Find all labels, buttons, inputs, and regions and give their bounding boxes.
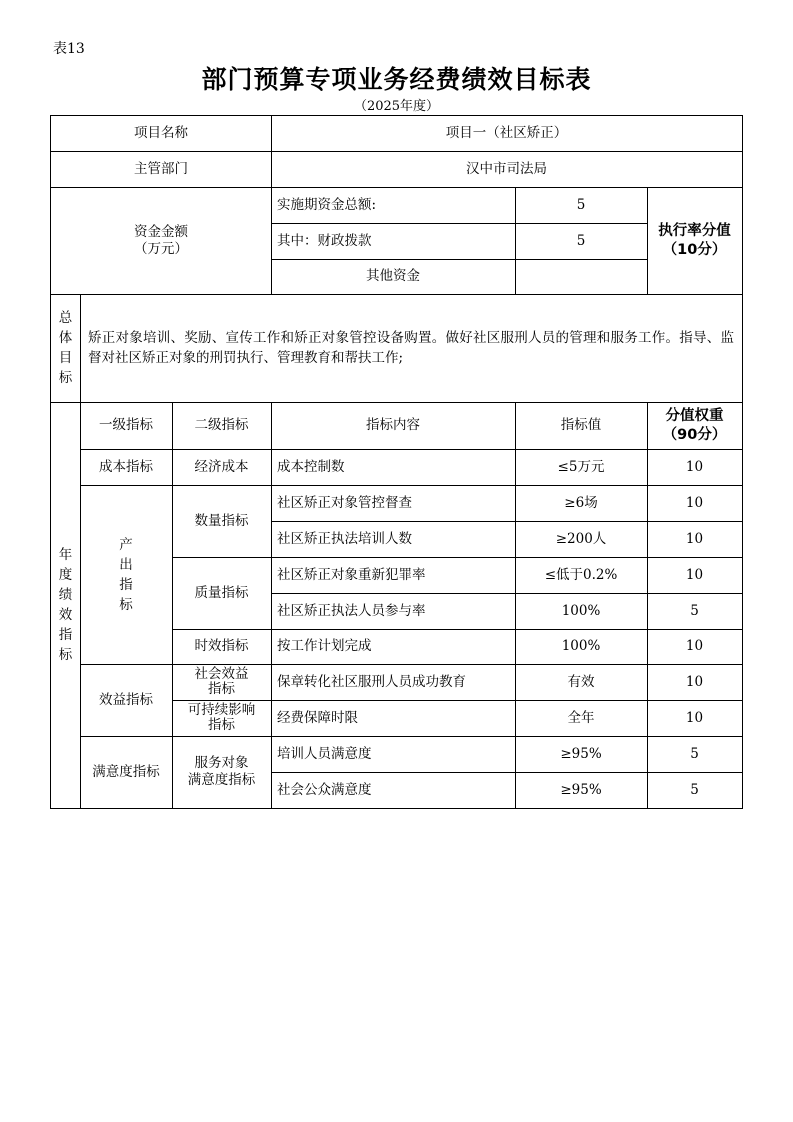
annual-indicators-label-char: 度 [58,567,73,583]
indicator-weight: 10 [685,709,704,726]
year-subtitle: （2025年度） [353,99,440,114]
grid-line [50,294,743,295]
header-level2: 二级指标 [194,417,249,433]
indicator-weight: 5 [690,781,699,798]
annual-indicators-label-char: 效 [58,607,73,623]
annual-indicators-label [51,402,80,808]
grid-line [742,115,743,809]
indicator-value: 全年 [567,709,595,726]
project-name-value: 项目一（社区矫正） [445,124,568,141]
group-output-char: 指 [119,576,133,593]
sub-sustainability-line1: 可持续影响 [187,702,256,718]
overall-goal-label-char: 目 [58,350,73,366]
sub-timeliness: 时效指标 [194,638,249,654]
sub-quality: 质量指标 [194,584,249,601]
header-content: 指标内容 [366,417,420,433]
annual-indicators-label-char: 标 [58,647,73,663]
indicator-weight: 5 [690,602,699,619]
indicator-content: 社区矫正对象管控督查 [277,494,412,511]
other-funds-value [515,259,647,294]
sub-social-benefit-line2: 指标 [208,681,235,697]
annual-indicators-label-char: 绩 [58,587,73,603]
indicator-content: 成本控制数 [277,458,345,475]
indicator-content: 保章转化社区服刑人员成功教育 [277,673,466,690]
indicator-weight: 10 [685,458,704,475]
indicator-value: 100% [561,638,601,654]
other-funds-label: 其他资金 [366,268,420,284]
sub-service-satisfaction [172,736,271,808]
indicator-value: ≤5万元 [557,458,605,475]
group-output-char: 产 [119,536,133,553]
indicator-weight: 10 [685,673,704,690]
funds-label [51,187,271,294]
indicator-weight: 5 [690,745,699,762]
exec-rate-line1: 执行率分值 [658,222,731,239]
header-weight-line1: 分值权重 [665,407,724,424]
fiscal-funds-value: 5 [576,232,586,249]
indicator-value: ≥95% [560,745,602,762]
project-name-label: 项目名称 [134,124,188,141]
indicator-value: ≥200人 [555,530,607,547]
dept-value: 汉中市司法局 [466,160,547,177]
overall-goal-label [51,294,80,402]
total-funds-value: 5 [576,196,586,213]
fiscal-funds-label: 其中：财政拨款 [277,232,372,249]
sub-service-line2: 满意度指标 [187,772,256,788]
indicator-weight: 10 [685,530,704,547]
sub-quantity: 数量指标 [194,512,249,529]
sub-sustainability-line2: 指标 [208,717,235,733]
indicator-content: 按工作计划完成 [277,638,372,654]
exec-rate-line2: （10分） [662,241,727,258]
sub-social-benefit [172,664,271,700]
group-output [80,485,172,664]
header-weight-line2: （90分） [662,426,727,443]
group-benefit: 效益指标 [99,691,153,708]
group-cost: 成本指标 [99,458,153,475]
funds-label-line1: 资金金额 [134,223,188,240]
indicator-weight: 10 [685,566,704,583]
indicator-value: ≥6场 [564,494,598,511]
group-output-char: 标 [119,596,133,613]
overall-goal-label-char: 标 [58,370,73,386]
indicator-content: 经费保障时限 [277,709,358,726]
indicator-value: 有效 [567,673,595,690]
indicator-content: 社会公众满意度 [277,781,372,798]
indicator-value: ≥95% [560,781,602,798]
header-level1: 一级指标 [99,417,153,433]
overall-goal-label-char: 总 [58,310,73,326]
funds-label-line2: （万元） [134,240,188,257]
indicator-content: 社区矫正执法人员参与率 [277,602,426,619]
page-title: 部门预算专项业务经费绩效目标表 [201,65,592,94]
group-output-char: 出 [119,556,133,573]
table-number: 表13 [53,41,85,57]
indicator-content: 培训人员满意度 [277,745,372,762]
exec-rate-score [647,187,742,294]
indicator-weight: 10 [685,494,704,511]
header-weight [647,402,742,449]
overall-goal-label-char: 体 [58,330,73,346]
sub-economic-cost: 经济成本 [194,458,249,475]
group-satisfaction: 满意度指标 [92,763,160,780]
indicator-value: ≤低于0.2% [544,566,618,583]
sub-social-benefit-line1: 社会效益 [194,666,249,682]
grid-line [50,808,743,809]
dept-label: 主管部门 [134,160,188,177]
indicator-content: 社区矫正对象重新犯罪率 [277,566,426,583]
indicator-weight: 10 [685,638,704,654]
annual-indicators-label-char: 年 [58,547,73,563]
total-funds-label: 实施期资金总额: [277,196,377,213]
sub-service-line1: 服务对象 [194,755,249,771]
indicator-value: 100% [561,602,601,619]
overall-goal-text: 矫正对象培训、奖励、宣传工作和矫正对象管控设备购置。做好社区服刑人员的管理和服务工作。指导、监督对社区矫正对象的刑罚执行、管理教育和帮扶工作; [88,330,734,366]
annual-indicators-label-char: 指 [58,627,73,643]
indicator-content: 社区矫正执法培训人数 [277,530,412,547]
sub-sustainability [172,700,271,736]
header-value: 指标值 [560,417,602,433]
